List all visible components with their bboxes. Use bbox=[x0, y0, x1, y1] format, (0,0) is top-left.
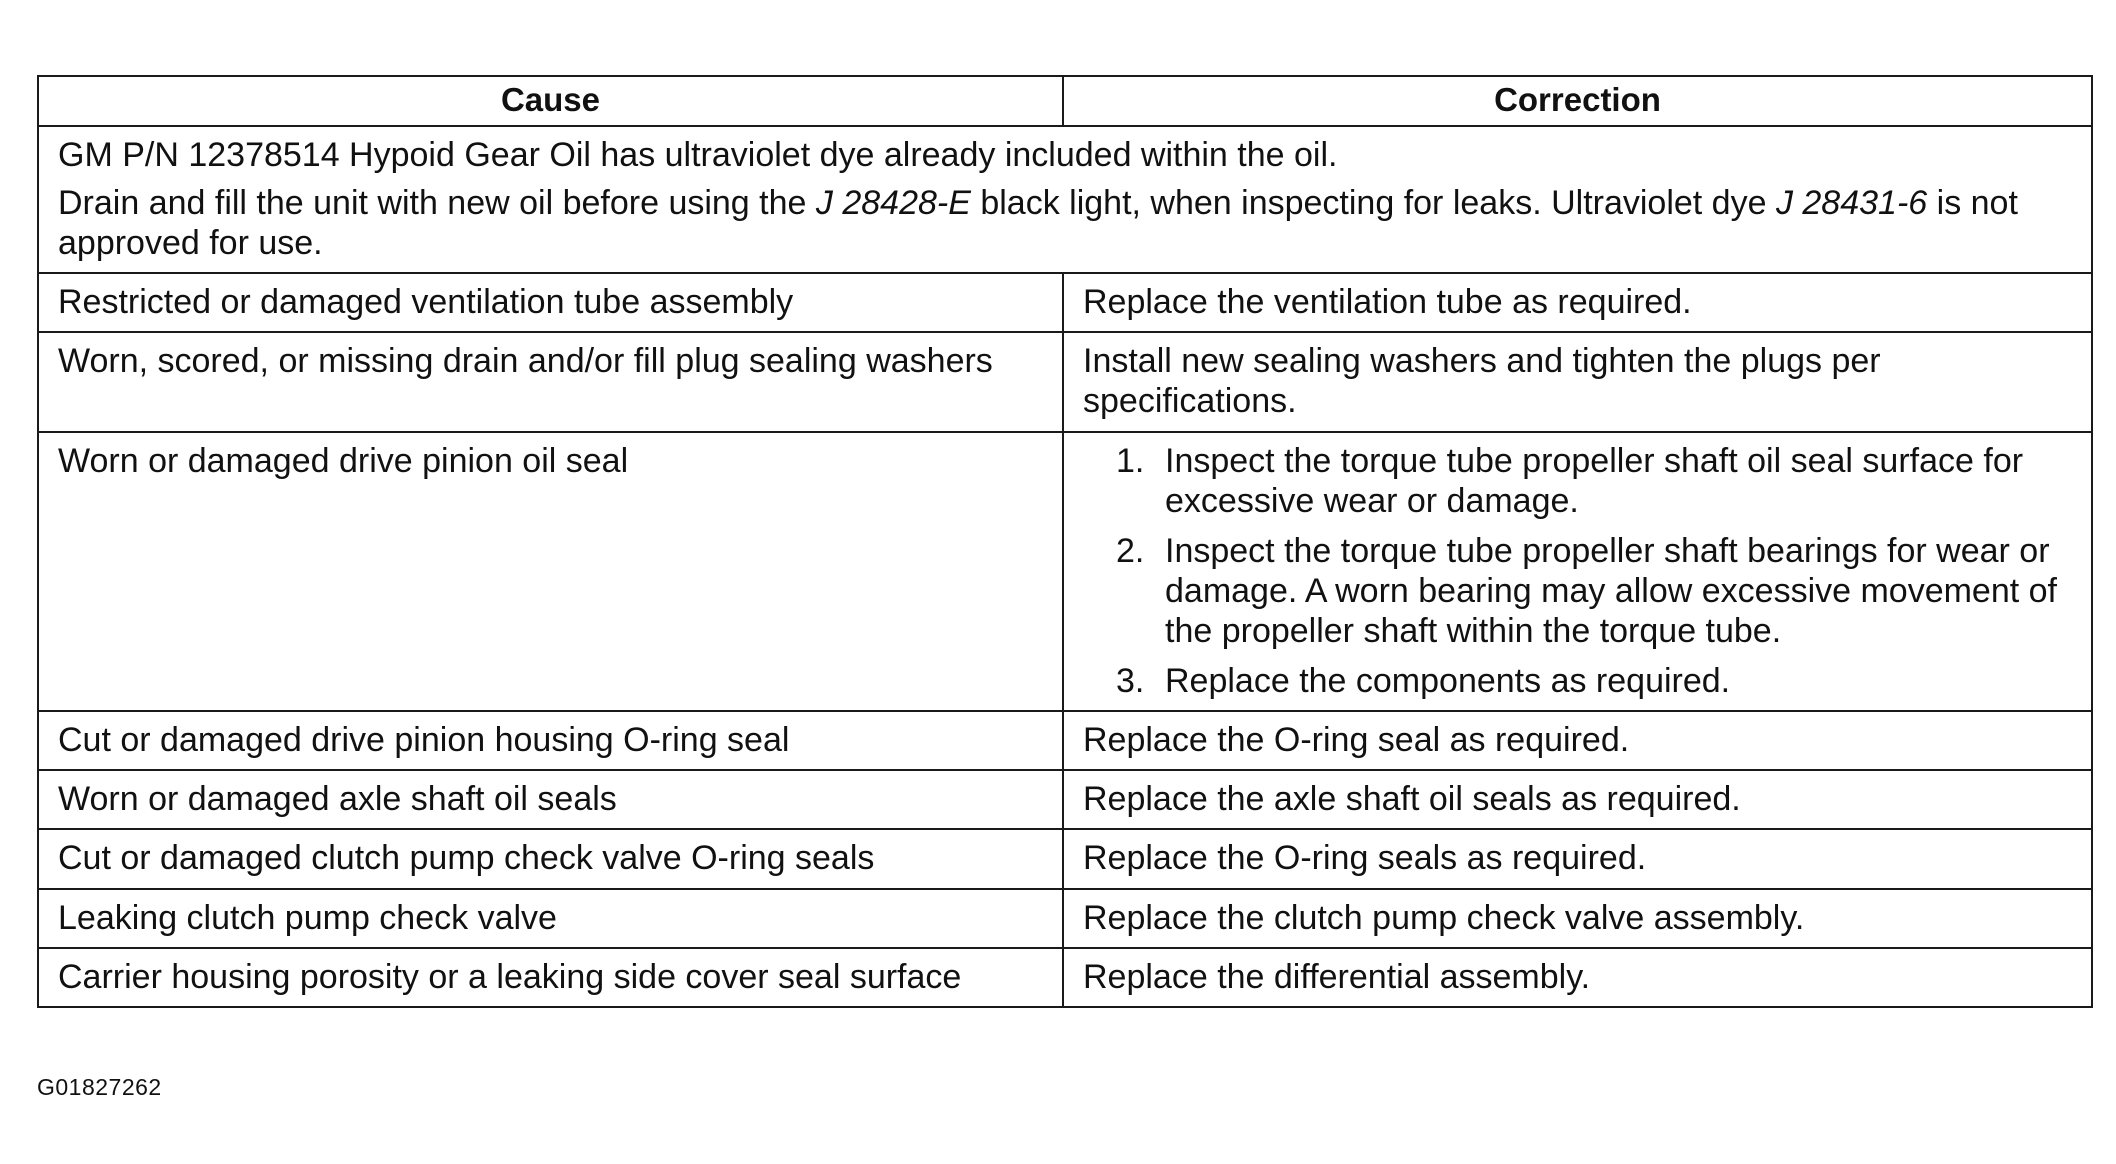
table-row bbox=[38, 332, 2092, 431]
note-cell bbox=[38, 126, 2092, 273]
table-row bbox=[38, 273, 2092, 332]
cause-cell: Carrier housing porosity or a leaking side cover seal surface bbox=[38, 948, 1063, 1007]
correction-steps-list bbox=[1083, 441, 2075, 702]
note-text: is not approved for use. bbox=[58, 184, 2018, 263]
correction-cell: Replace the clutch pump check valve assembly. bbox=[1063, 889, 2092, 948]
table-row bbox=[38, 829, 2092, 888]
table-row bbox=[38, 711, 2092, 770]
correction-cell bbox=[1063, 432, 2092, 712]
tool-reference-uv-dye: J 28431-6 bbox=[1775, 184, 1928, 223]
cause-cell: Leaking clutch pump check valve bbox=[38, 889, 1063, 948]
header-cause: Cause bbox=[38, 76, 1063, 126]
correction-cell: Replace the O-ring seal as required. bbox=[1063, 711, 2092, 770]
table-row bbox=[38, 432, 2092, 712]
correction-cell: Replace the axle shaft oil seals as required. bbox=[1063, 770, 2092, 829]
note-line-2 bbox=[58, 183, 2075, 263]
cause-cell: Cut or damaged drive pinion housing O-ring seal bbox=[38, 711, 1063, 770]
step-number: 1. bbox=[1116, 441, 1145, 480]
cause-cell: Cut or damaged clutch pump check valve O-ring seals bbox=[38, 829, 1063, 888]
correction-step bbox=[1083, 441, 2075, 521]
note-line-1: GM P/N 12378514 Hypoid Gear Oil has ultraviolet dye already included within the oil. bbox=[58, 135, 1338, 174]
correction-step bbox=[1083, 661, 2075, 701]
table-row bbox=[38, 948, 2092, 1007]
correction-cell: Replace the differential assembly. bbox=[1063, 948, 2092, 1007]
step-text: Inspect the torque tube propeller shaft bearings for wear or damage. A worn bearing may allow excessive movement of the propeller shaft within the torque tube. bbox=[1165, 531, 2058, 651]
note-text: Drain and fill the unit with new oil before using the bbox=[58, 184, 816, 223]
diagnosis-table bbox=[37, 75, 2093, 1008]
cause-cell: Worn or damaged drive pinion oil seal bbox=[38, 432, 1063, 712]
cause-cell: Worn or damaged axle shaft oil seals bbox=[38, 770, 1063, 829]
figure-id-label: G01827262 bbox=[37, 1074, 162, 1100]
correction-cell: Replace the ventilation tube as required. bbox=[1063, 273, 2092, 332]
step-text: Replace the components as required. bbox=[1165, 662, 1731, 701]
cause-cell: Restricted or damaged ventilation tube assembly bbox=[38, 273, 1063, 332]
table-row bbox=[38, 770, 2092, 829]
tool-reference-black-light: J 28428-E bbox=[815, 184, 971, 223]
step-number: 2. bbox=[1116, 531, 1145, 570]
table-row bbox=[38, 889, 2092, 948]
note-row bbox=[38, 126, 2092, 273]
correction-cell: Install new sealing washers and tighten the plugs per specifications. bbox=[1063, 332, 2092, 431]
cause-cell: Worn, scored, or missing drain and/or fill plug sealing washers bbox=[38, 332, 1063, 431]
note-text: black light, when inspecting for leaks. Ultraviolet dye bbox=[970, 184, 1776, 223]
step-number: 3. bbox=[1116, 662, 1145, 701]
correction-step bbox=[1083, 531, 2075, 651]
header-correction: Correction bbox=[1063, 76, 2092, 126]
correction-cell: Replace the O-ring seals as required. bbox=[1063, 829, 2092, 888]
step-text: Inspect the torque tube propeller shaft oil seal surface for excessive wear or damage. bbox=[1165, 441, 2024, 520]
header-row bbox=[38, 76, 2092, 126]
